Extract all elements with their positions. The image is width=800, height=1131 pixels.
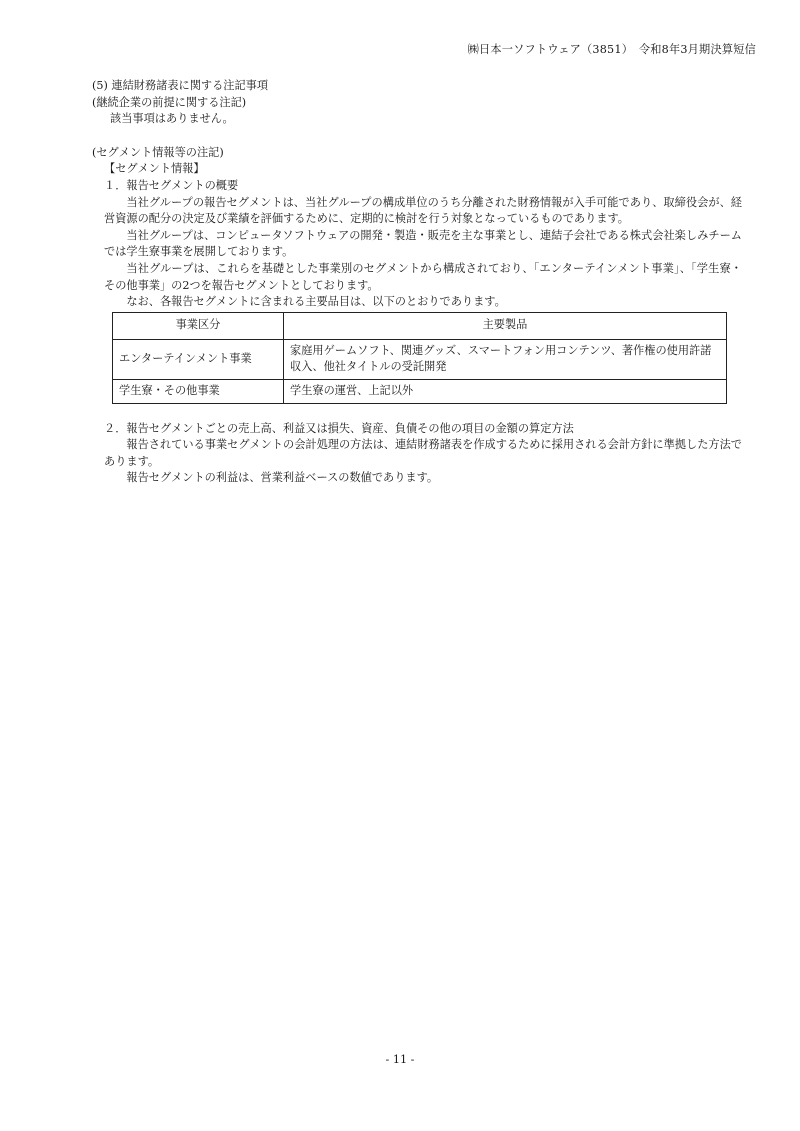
document-body [92,78,742,487]
table-header-business: 事業区分 [113,312,284,339]
item1-paragraph-1: 当社グループの報告セグメントは、当社グループの構成単位のうち分離された財務情報が入手可能であり、取締役会が、経営資源の配分の決定及び業績を評価するために、定期的に検討を行う対象となっているものであります。 [104,195,742,226]
item2-paragraph-2: 報告セグメントの利益は、営業利益ベースの数値であります。 [126,471,439,485]
item1-paragraph-2: 当社グループは、コンピュータソフトウェアの開発・製造・販売を主な事業とし、連結子会社である株式会社楽しみチームでは学生寮事業を展開しております。 [104,228,742,259]
segment-products-table [112,312,727,404]
table-row [113,379,727,403]
page-number: - 11 - [385,1053,415,1066]
page-header: ㈱日本一ソフトウェア（3851） 令和8年3月期決算短信 [467,43,756,56]
table-header-row [113,312,727,339]
table-header-products: 主要製品 [284,312,727,339]
table-cell-segment: 学生寮・その他事業 [113,379,284,403]
item1-title: １．報告セグメントの概要 [104,178,239,192]
going-concern-title: (継続企業の前提に関する注記) [92,95,247,109]
table-cell-products: 家庭用ゲームソフト、関連グッズ、スマートフォン用コンテンツ、著作権の使用許諾収入、他社タイトルの受託開発 [284,339,727,379]
item2-title: ２．報告セグメントごとの売上高、利益又は損失、資産、負債その他の項目の金額の算定方法 [104,421,574,435]
table-cell-segment: エンターテインメント事業 [113,339,284,379]
table-cell-products: 学生寮の運営、上記以外 [284,379,727,403]
section-heading: (5) 連結財務諸表に関する注記事項 [92,79,269,92]
item1-paragraph-3: 当社グループは、これらを基礎とした事業別のセグメントから構成されており、「エンターテインメント事業」、「学生寮・その他事業」の2つを報告セグメントとしております。 [104,261,742,292]
spacer [92,404,742,421]
segment-notes-title: (セグメント情報等の注記) [92,145,224,159]
spacer [92,128,742,145]
table-row [113,339,727,379]
segment-info-title: 【セグメント情報】 [104,162,205,176]
item1-paragraph-4: なお、各報告セグメントに含まれる主要品目は、以下のとおりであります。 [126,295,506,309]
going-concern-body: 該当事項はありません。 [110,112,234,126]
item2-paragraph-1: 報告されている事業セグメントの会計処理の方法は、連結財務諸表を作成するために採用される会計方針に準拠した方法であります。 [104,438,742,468]
